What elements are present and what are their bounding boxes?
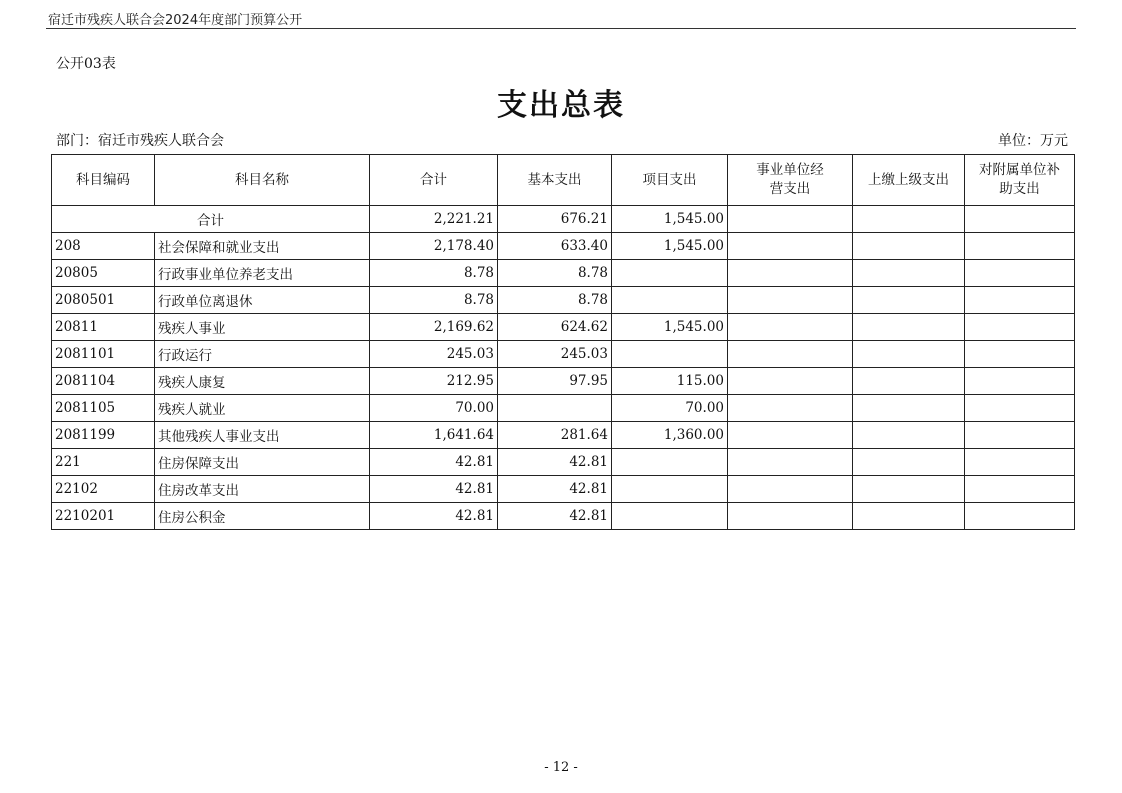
cell-project [612,260,728,287]
column-header: 合计 [370,155,498,206]
column-header: 基本支出 [498,155,612,206]
cell-code: 2081101 [52,341,155,368]
cell-remit [853,395,965,422]
table-row [52,395,1075,422]
cell-subsidy [965,287,1075,314]
table-row [52,422,1075,449]
cell-code: 2080501 [52,287,155,314]
total-label: 合计 [52,206,370,233]
column-header: 对附属单位补助支出 [965,155,1075,206]
cell-basic: 42.81 [498,503,612,530]
table-row [52,314,1075,341]
cell-name: 行政单位离退休 [155,287,370,314]
cell-name: 住房保障支出 [155,449,370,476]
cell-total: 212.95 [370,368,498,395]
table-row [52,260,1075,287]
cell-subsidy [965,449,1075,476]
table-row [52,368,1075,395]
header-divider [46,28,1076,29]
cell-code: 221 [52,449,155,476]
cell-subsidy [965,368,1075,395]
cell-business [728,395,853,422]
cell-code: 2081104 [52,368,155,395]
cell-code: 20805 [52,260,155,287]
cell-total: 1,641.64 [370,422,498,449]
cell-basic: 676.21 [498,206,612,233]
cell-remit [853,422,965,449]
cell-project [612,287,728,314]
table-row [52,287,1075,314]
cell-business [728,260,853,287]
cell-name: 住房公积金 [155,503,370,530]
cell-name: 社会保障和就业支出 [155,233,370,260]
cell-subsidy [965,341,1075,368]
cell-business [728,476,853,503]
cell-name: 住房改革支出 [155,476,370,503]
cell-subsidy [965,503,1075,530]
cell-code: 208 [52,233,155,260]
cell-remit [853,314,965,341]
cell-subsidy [965,260,1075,287]
cell-name: 行政运行 [155,341,370,368]
running-header-title: 宿迁市残疾人联合会2024年度部门预算公开 [48,13,303,28]
table-row [52,476,1075,503]
cell-basic: 281.64 [498,422,612,449]
cell-remit [853,260,965,287]
cell-business [728,341,853,368]
cell-basic: 8.78 [498,260,612,287]
cell-total: 245.03 [370,341,498,368]
table-header-row [52,155,1075,206]
department-label: 部门：宿迁市残疾人联合会 [56,133,224,149]
cell-remit [853,368,965,395]
cell-total: 2,221.21 [370,206,498,233]
cell-project [612,476,728,503]
cell-basic: 624.62 [498,314,612,341]
cell-business [728,206,853,233]
cell-business [728,368,853,395]
cell-total: 8.78 [370,287,498,314]
cell-total: 42.81 [370,449,498,476]
cell-total: 2,169.62 [370,314,498,341]
cell-business [728,422,853,449]
table-row [52,233,1075,260]
cell-remit [853,233,965,260]
cell-basic: 8.78 [498,287,612,314]
cell-business [728,449,853,476]
column-header: 科目编码 [52,155,155,206]
table-row [52,449,1075,476]
cell-total: 2,178.40 [370,233,498,260]
cell-subsidy [965,206,1075,233]
cell-remit [853,341,965,368]
cell-code: 20811 [52,314,155,341]
cell-basic: 42.81 [498,476,612,503]
page-title: 支出总表 [497,88,625,123]
cell-business [728,314,853,341]
cell-code: 2081105 [52,395,155,422]
cell-total: 8.78 [370,260,498,287]
cell-basic: 42.81 [498,449,612,476]
cell-business [728,503,853,530]
cell-project: 1,545.00 [612,206,728,233]
cell-subsidy [965,314,1075,341]
cell-basic: 245.03 [498,341,612,368]
cell-remit [853,449,965,476]
cell-basic [498,395,612,422]
cell-basic: 97.95 [498,368,612,395]
table-code: 公开03表 [56,56,116,72]
cell-business [728,233,853,260]
cell-project: 1,545.00 [612,314,728,341]
cell-project [612,503,728,530]
cell-total: 42.81 [370,503,498,530]
cell-business [728,287,853,314]
cell-remit [853,503,965,530]
cell-project: 1,545.00 [612,233,728,260]
cell-subsidy [965,395,1075,422]
cell-name: 残疾人康复 [155,368,370,395]
cell-subsidy [965,422,1075,449]
cell-code: 2210201 [52,503,155,530]
cell-name: 行政事业单位养老支出 [155,260,370,287]
cell-remit [853,287,965,314]
cell-remit [853,206,965,233]
column-header: 事业单位经营支出 [728,155,853,206]
cell-total: 70.00 [370,395,498,422]
cell-name: 其他残疾人事业支出 [155,422,370,449]
cell-project: 1,360.00 [612,422,728,449]
unit-label: 单位：万元 [998,133,1068,149]
cell-subsidy [965,233,1075,260]
cell-remit [853,476,965,503]
table-row [52,341,1075,368]
cell-project [612,449,728,476]
cell-project [612,341,728,368]
cell-basic: 633.40 [498,233,612,260]
expenditure-table [51,154,1075,530]
column-header: 上缴上级支出 [853,155,965,206]
cell-name: 残疾人事业 [155,314,370,341]
cell-project: 70.00 [612,395,728,422]
cell-name: 残疾人就业 [155,395,370,422]
cell-subsidy [965,476,1075,503]
cell-project: 115.00 [612,368,728,395]
total-row [52,206,1075,233]
column-header: 科目名称 [155,155,370,206]
cell-code: 22102 [52,476,155,503]
cell-code: 2081199 [52,422,155,449]
page-number: - 12 - [544,760,578,775]
table-row [52,503,1075,530]
cell-total: 42.81 [370,476,498,503]
column-header: 项目支出 [612,155,728,206]
